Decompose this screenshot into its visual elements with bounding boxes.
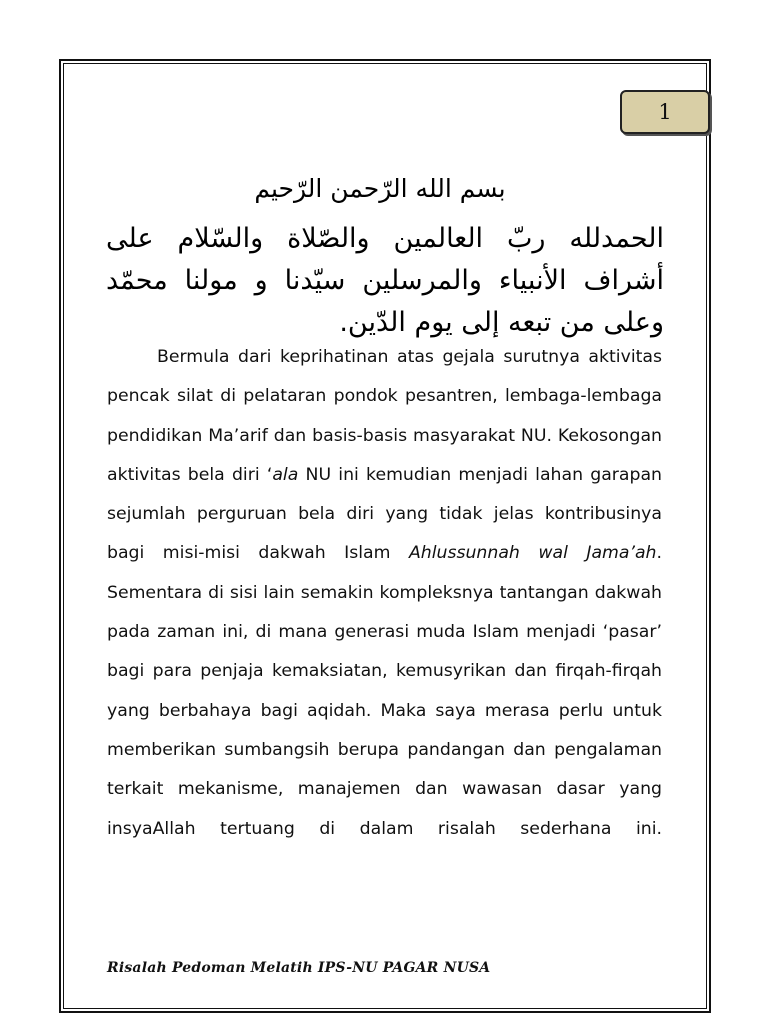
book-footer-title: Risalah Pedoman Melatih IPS-NU PAGAR NUSA <box>107 960 491 976</box>
paragraph-text-1: Bermula dari keprihatinan atas gejala surutnya aktivitas pencak silat di pelataran pondok pesantren, lembaga-lembaga pendidikan Ma’arif dan basis-basis masyarakat NU. Kekosongan aktivitas bela diri ‘ <box>107 347 662 485</box>
page-number-badge: 1 <box>620 90 710 134</box>
opening-prayer: الحمدلله ربّ العالمين والصّلاة والسّلام على أشراف الأنبياء والمرسلين سيّدنا و مولنا محمّد وعلى من تبعه إلى يوم الدّين. <box>106 223 664 338</box>
paragraph-italic-aswaja: Ahlussunnah wal Jama’ah <box>408 543 657 564</box>
paragraph-text-2: NU ini kemudian menjadi lahan garapan sejumlah perguruan bela diri yang tidak jelas kontribusinya bagi misi-misi dakwah Islam <box>107 464 663 564</box>
main-paragraph <box>107 338 662 849</box>
paragraph-italic-ala: ala <box>272 464 299 485</box>
basmalah-heading: بسم الله الرّحمن الرّحيم <box>254 174 506 203</box>
paragraph-text-3: . Sementara di sisi lain semakin kompleksnya tantangan dakwah pada zaman ini, di mana generasi muda Islam menjadi ‘pasar’ bagi para penjaja kemaksiatan, kemusyrikan dan firqah-firqah yang berbahaya bagi aqidah. Maka saya merasa perlu untuk memberikan sumbangsih berupa pandangan dan pengalaman terkait mekanisme, manajemen dan wawasan dasar yang insyaAllah tertuang di dalam risalah sederhana ini. <box>107 543 662 839</box>
